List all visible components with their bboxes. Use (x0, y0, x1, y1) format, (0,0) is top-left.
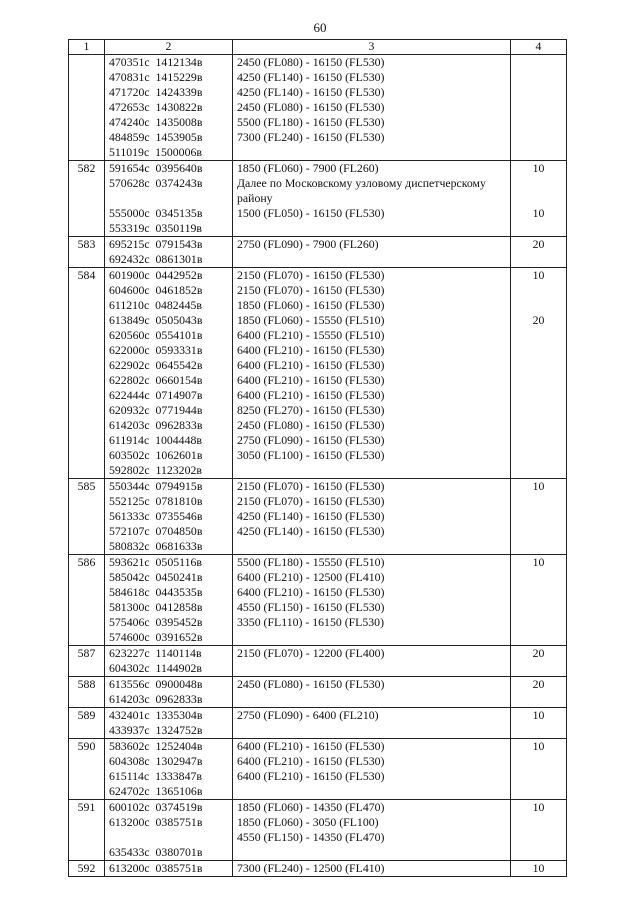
flight-level-line: 2450 (FL080) - 16150 (FL530) (237, 418, 385, 432)
row-number-text: 586 (77, 555, 96, 569)
row-number (69, 55, 105, 161)
class-cell (511, 479, 567, 555)
coordinate-line: 574600с 0391652в (109, 630, 203, 644)
table-row (69, 677, 567, 708)
coordinate-line: 472653с 1430822в (109, 100, 203, 114)
coordinate-line: 623227с 1140114в (109, 646, 202, 660)
flight-level-line (237, 221, 506, 236)
coordinate-line: 550344с 0794915в (109, 479, 203, 493)
class-cell (511, 708, 567, 739)
class-line: 10 (532, 800, 545, 814)
class-line (515, 176, 562, 191)
coordinate-line: 591654с 0395640в (109, 161, 203, 175)
class-line (515, 115, 562, 130)
coordinate-line: 695215с 0791543в (109, 237, 203, 251)
class-cell (511, 555, 567, 646)
flight-level-line: 2150 (FL070) - 16150 (FL530) (237, 268, 385, 282)
flight-level-line: 3050 (FL100) - 16150 (FL530) (237, 448, 385, 462)
flight-level-line: 1850 (FL060) - 7900 (FL260) (237, 161, 379, 175)
coordinate-line: 470351с 1412134в (109, 55, 203, 69)
flight-level-line: 6400 (FL210) - 16150 (FL530) (237, 585, 385, 599)
coordinate-line: 470831с 1415229в (109, 70, 203, 84)
row-number-text: 584 (77, 268, 96, 282)
flight-level-line: 7300 (FL240) - 16150 (FL530) (237, 130, 385, 144)
coordinate-line: 580832с 0681633в (109, 539, 203, 553)
coordinate-line: 604600с 0461852в (109, 283, 203, 297)
coordinate-line: 614203с 0962833в (109, 692, 203, 706)
flight-level-line: 6400 (FL210) - 16150 (FL530) (237, 739, 385, 753)
class-line: 20 (532, 237, 545, 251)
flight-level-line: 2750 (FL090) - 7900 (FL260) (237, 237, 379, 251)
row-number-text: 590 (77, 739, 96, 753)
flight-level-line: 5500 (FL180) - 16150 (FL530) (237, 115, 385, 129)
flight-level-line: 4550 (FL150) - 14350 (FL470) (237, 830, 385, 844)
row-number-text: 589 (77, 708, 96, 722)
row-number (69, 800, 105, 861)
coordinate-line: 583602с 1252404в (109, 739, 203, 753)
coordinate-line: 592802с 1123202в (109, 463, 202, 477)
class-line: 20 (532, 646, 545, 660)
class-line: 10 (532, 479, 545, 493)
flight-level-line: 2750 (FL090) - 16150 (FL530) (237, 433, 385, 447)
table-row (69, 800, 567, 861)
row-number (69, 708, 105, 739)
coordinate-line: 570628с 0374243в (109, 176, 203, 190)
coordinates-cell (105, 708, 233, 739)
class-line: 10 (532, 555, 545, 569)
class-cell (511, 861, 567, 877)
flight-level-line (237, 692, 506, 707)
row-number (69, 861, 105, 877)
class-line (515, 388, 562, 403)
flight-level-line: 6400 (FL210) - 16150 (FL530) (237, 769, 385, 783)
class-line (515, 373, 562, 388)
flight-level-line: 4250 (FL140) - 16150 (FL530) (237, 70, 385, 84)
coordinate-line: 620932с 0771944в (109, 403, 203, 417)
class-line (515, 815, 562, 830)
coordinate-line: 613200с 0385751в (109, 815, 203, 829)
class-line (515, 85, 562, 100)
flight-levels-cell (233, 800, 511, 861)
class-line (515, 830, 562, 845)
coordinate-line: 561333с 0735546в (109, 509, 203, 523)
flight-level-line (237, 145, 506, 160)
coordinate-line: 613200с 0385751в (109, 861, 203, 875)
coordinate-line: 585042с 0450241в (109, 570, 203, 584)
class-line (515, 448, 562, 463)
row-number-text: 592 (77, 861, 96, 875)
flight-level-line: Далее по Московскому узловому диспетчерскому (237, 176, 486, 190)
coordinate-line: 613849с 0505043в (109, 313, 203, 327)
coordinate-line: 511019с 1500006в (109, 145, 202, 159)
flight-level-line: 3350 (FL110) - 16150 (FL530) (237, 615, 385, 629)
row-number (69, 237, 105, 268)
coordinate-line: 601900с 0442952в (109, 268, 203, 282)
class-line (515, 145, 562, 160)
coordinate-line (109, 830, 228, 845)
coordinate-line: 603502с 1062601в (109, 448, 203, 462)
flight-level-line: 1850 (FL060) - 16150 (FL530) (237, 298, 385, 312)
flight-levels-cell (233, 646, 511, 677)
coordinate-line: 433937с 1324752в (109, 723, 203, 737)
class-line (515, 630, 562, 645)
header-col-4: 4 (511, 40, 567, 55)
flight-levels-cell (233, 861, 511, 877)
flight-level-line: 2450 (FL080) - 16150 (FL530) (237, 100, 385, 114)
flight-level-line: 1850 (FL060) - 3050 (FL100) (237, 815, 379, 829)
flight-levels-cell (233, 739, 511, 800)
class-line (515, 754, 562, 769)
coordinate-line: 555000с 0345135в (109, 206, 203, 220)
table-row (69, 708, 567, 739)
row-number-text: 582 (77, 161, 96, 175)
class-line: 10 (532, 206, 545, 220)
coordinates-cell (105, 555, 233, 646)
class-line (515, 524, 562, 539)
class-line (515, 100, 562, 115)
coordinate-line: 614203с 0962833в (109, 418, 203, 432)
row-number (69, 646, 105, 677)
flight-levels-cell (233, 479, 511, 555)
flight-levels-cell (233, 55, 511, 161)
row-number-text: 591 (77, 800, 96, 814)
class-cell (511, 237, 567, 268)
class-line (515, 191, 562, 206)
row-number (69, 479, 105, 555)
coordinate-line: 600102с 0374519в (109, 800, 203, 814)
coordinate-line: 575406с 0395452в (109, 615, 203, 629)
coordinate-line: 604302с 1144902в (109, 661, 202, 675)
flight-level-line (237, 845, 506, 860)
coordinate-line: 615114с 1333847в (109, 769, 202, 783)
flight-level-line: району (237, 191, 273, 205)
flight-level-line: 4550 (FL150) - 16150 (FL530) (237, 600, 385, 614)
class-line (515, 55, 562, 70)
class-line (515, 70, 562, 85)
flight-level-line: 2150 (FL070) - 16150 (FL530) (237, 479, 385, 493)
table-row (69, 161, 567, 237)
table-row (69, 268, 567, 479)
flight-level-line (237, 463, 506, 478)
coordinate-line: 593621с 0505116в (109, 555, 202, 569)
class-line (515, 615, 562, 630)
coordinate-line: 474240с 1435008в (109, 115, 203, 129)
class-line (515, 358, 562, 373)
header-col-1: 1 (69, 40, 105, 55)
coordinate-line: 622802с 0660154в (109, 373, 203, 387)
flight-level-line: 6400 (FL210) - 16150 (FL530) (237, 373, 385, 387)
class-line (515, 769, 562, 784)
class-cell (511, 161, 567, 237)
class-line (515, 845, 562, 860)
coordinate-line: 635433с 0380701в (109, 845, 203, 859)
flight-level-line (237, 661, 506, 676)
flight-level-line: 6400 (FL210) - 16150 (FL530) (237, 343, 385, 357)
flight-level-line: 2150 (FL070) - 16150 (FL530) (237, 283, 385, 297)
coordinate-line: 622000с 0593331в (109, 343, 203, 357)
flight-levels-cell (233, 677, 511, 708)
flight-level-line: 2150 (FL070) - 16150 (FL530) (237, 494, 385, 508)
coordinate-line: 572107с 0704850в (109, 524, 203, 538)
flight-level-line: 1850 (FL060) - 14350 (FL470) (237, 800, 385, 814)
coordinate-line: 552125с 0781810в (109, 494, 203, 508)
class-line: 20 (532, 313, 545, 327)
class-line (515, 433, 562, 448)
class-line (515, 723, 562, 738)
header-col-2: 2 (105, 40, 233, 55)
coordinates-cell (105, 739, 233, 800)
row-number-text: 587 (77, 646, 96, 660)
coordinates-cell (105, 268, 233, 479)
coordinates-cell (105, 479, 233, 555)
coordinate-line: 471720с 1424339в (109, 85, 203, 99)
class-line (515, 692, 562, 707)
coordinates-cell (105, 55, 233, 161)
table-row (69, 646, 567, 677)
class-line (515, 221, 562, 236)
coordinate-line: 611914с 1004448в (109, 433, 202, 447)
coordinate-line: 581300с 0412858в (109, 600, 203, 614)
coordinate-line: 624702с 1365106в (109, 784, 203, 798)
class-cell (511, 268, 567, 479)
flight-level-line: 1500 (FL050) - 16150 (FL530) (237, 206, 385, 220)
class-line: 10 (532, 739, 545, 753)
class-line (515, 784, 562, 799)
class-line: 10 (532, 861, 545, 875)
header-col-3: 3 (233, 40, 511, 55)
flight-level-line: 6400 (FL210) - 16150 (FL530) (237, 388, 385, 402)
flight-level-line: 4250 (FL140) - 16150 (FL530) (237, 509, 385, 523)
header-row (69, 40, 567, 55)
class-line (515, 494, 562, 509)
class-line (515, 539, 562, 554)
coordinate-line (109, 191, 228, 206)
table-row (69, 55, 567, 161)
coordinate-line: 613556с 0900048в (109, 677, 203, 691)
class-line (515, 570, 562, 585)
class-line (515, 509, 562, 524)
coordinate-line: 432401с 1335304в (109, 708, 203, 722)
flight-level-line (237, 723, 506, 738)
row-number-text: 585 (77, 479, 96, 493)
coordinate-line: 692432с 0861301в (109, 252, 203, 266)
flight-level-line: 7300 (FL240) - 12500 (FL410) (237, 861, 385, 875)
class-line: 10 (532, 708, 545, 722)
coordinate-line: 611210с 0482445в (109, 298, 202, 312)
flight-level-line: 6400 (FL210) - 16150 (FL530) (237, 754, 385, 768)
class-line (515, 661, 562, 676)
flight-level-line: 4250 (FL140) - 16150 (FL530) (237, 85, 385, 99)
flight-level-line (237, 539, 506, 554)
row-number (69, 161, 105, 237)
coordinates-cell (105, 161, 233, 237)
coordinate-line: 484859с 1453905в (109, 130, 203, 144)
class-line: 10 (532, 268, 545, 282)
coordinate-line: 553319с 0350119в (109, 221, 202, 235)
row-number (69, 555, 105, 646)
flight-level-line: 8250 (FL270) - 16150 (FL530) (237, 403, 385, 417)
class-cell (511, 55, 567, 161)
flight-levels-cell (233, 555, 511, 646)
table-row (69, 555, 567, 646)
class-line (515, 298, 562, 313)
flight-levels-cell (233, 237, 511, 268)
flight-level-line (237, 784, 506, 799)
coordinate-line: 604308с 1302947в (109, 754, 203, 768)
coordinate-line: 622902с 0645542в (109, 358, 203, 372)
flight-level-line: 1850 (FL060) - 15550 (FL510) (237, 313, 385, 327)
class-line (515, 343, 562, 358)
coordinate-line: 584618с 0443535в (109, 585, 203, 599)
row-number (69, 677, 105, 708)
flight-level-line: 2450 (FL080) - 16150 (FL530) (237, 55, 385, 69)
class-cell (511, 800, 567, 861)
class-line (515, 328, 562, 343)
flight-levels-cell (233, 268, 511, 479)
flight-level-line (237, 252, 506, 267)
coordinate-line: 622444с 0714907в (109, 388, 203, 402)
flight-level-line: 2750 (FL090) - 6400 (FL210) (237, 708, 379, 722)
table-row (69, 479, 567, 555)
page-number: 60 (313, 20, 327, 35)
class-line: 10 (532, 161, 545, 175)
flight-level-line: 2150 (FL070) - 12200 (FL400) (237, 646, 385, 660)
class-line (515, 463, 562, 478)
class-line (515, 252, 562, 267)
row-number (69, 268, 105, 479)
coordinate-line: 620560с 0554101в (109, 328, 203, 342)
row-number-text: 588 (77, 677, 96, 691)
flight-level-line (237, 630, 506, 645)
table-row (69, 739, 567, 800)
flight-level-line: 5500 (FL180) - 15550 (FL510) (237, 555, 385, 569)
class-line (515, 585, 562, 600)
table-row (69, 237, 567, 268)
class-line (515, 403, 562, 418)
flight-level-line: 4250 (FL140) - 16150 (FL530) (237, 524, 385, 538)
flight-level-line: 6400 (FL210) - 12500 (FL410) (237, 570, 385, 584)
row-number (69, 739, 105, 800)
coordinates-cell (105, 800, 233, 861)
class-line (515, 418, 562, 433)
class-cell (511, 646, 567, 677)
flight-levels-cell (233, 161, 511, 237)
airspace-table (68, 39, 567, 877)
flight-level-line: 6400 (FL210) - 15550 (FL510) (237, 328, 385, 342)
table-row (69, 861, 567, 877)
flight-level-line: 2450 (FL080) - 16150 (FL530) (237, 677, 385, 691)
class-cell (511, 739, 567, 800)
flight-level-line: 6400 (FL210) - 16150 (FL530) (237, 358, 385, 372)
row-number-text: 583 (77, 237, 96, 251)
coordinates-cell (105, 861, 233, 877)
flight-levels-cell (233, 708, 511, 739)
class-line (515, 130, 562, 145)
coordinates-cell (105, 646, 233, 677)
coordinates-cell (105, 237, 233, 268)
class-cell (511, 677, 567, 708)
class-line (515, 283, 562, 298)
class-line (515, 600, 562, 615)
class-line: 20 (532, 677, 545, 691)
coordinates-cell (105, 677, 233, 708)
